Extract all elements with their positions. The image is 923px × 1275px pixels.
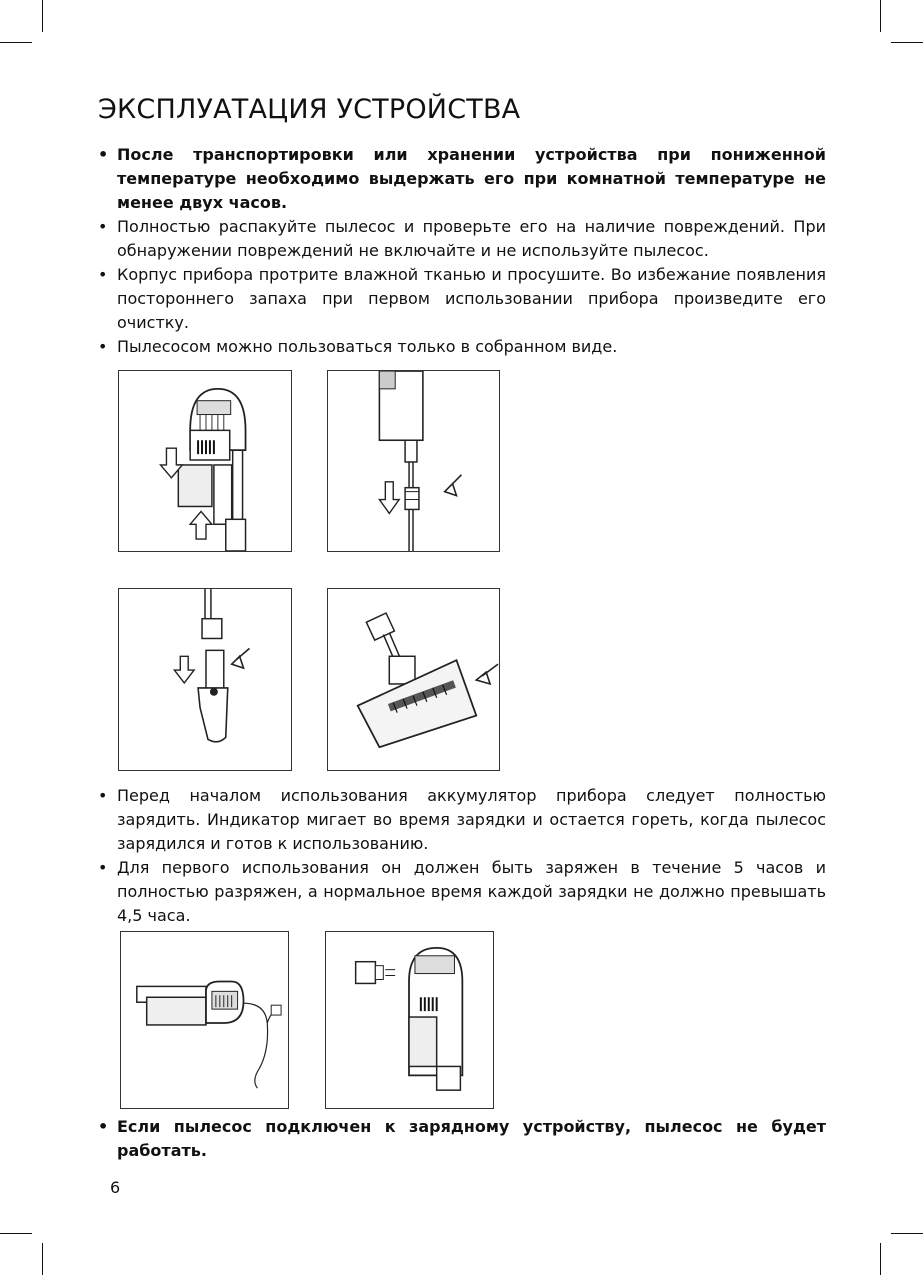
bullet-storage-temperature: • После транспортировки или хранении устройства при пониженной температуре необходимо выдержать его при комнатной температуре не менее двух часов. [98,143,826,215]
figure-nozzle-attach [118,588,292,771]
bullet-charger-warning: • Если пылесос подключен к зарядному устройству, пылесос не будет работать. [98,1115,826,1163]
crop-mark [891,42,923,43]
crop-mark [42,0,43,32]
section2-list [98,784,826,928]
page-title: ЭКСПЛУАТАЦИЯ УСТРОЙСТВА [98,94,521,125]
crop-mark [880,1243,881,1275]
crop-mark [0,1233,32,1234]
bullet-charge-before-use: • Перед началом использования аккумулятор прибора следует полностью зарядить. Индикатор мигает во время зарядки и остается гореть, когда пылесос зарядился и готов к использованию. [98,784,826,856]
crop-mark [42,1243,43,1275]
bullet-assembled: • Пылесосом можно пользоваться только в собранном виде. [98,335,826,359]
crop-mark [891,1233,923,1234]
bullet-unpack: • Полностью распакуйте пылесос и проверьте его на наличие повреждений. При обнаружении повреждений не включайте и не используйте пылесос. [98,215,826,263]
bullet-wipe: • Корпус прибора протрите влажной тканью и просушите. Во избежание появления постороннего запаха при первом использовании прибора произведите его очистку. [98,263,826,335]
charger-plug-illustration [326,932,493,1108]
crop-mark [0,42,32,43]
section1-list [98,143,826,359]
tube-connection-illustration [328,371,499,551]
figure-dust-container-insert [118,370,292,552]
bullet-first-charge: • Для первого использования он должен быть заряжен в течение 5 часов и полностью разряжен, а нормальное время каждой зарядки не должно превышать 4,5 часа. [98,856,826,928]
section3-list [98,1115,826,1163]
figure-floor-brush [327,588,500,771]
figure-charging-handheld [120,931,289,1109]
crop-mark [880,0,881,32]
floor-brush-illustration [328,589,499,770]
vacuum-body-illustration [119,371,291,551]
page-number: 6 [110,1178,121,1197]
figure-tube-connection [327,370,500,552]
nozzle-attach-illustration [119,589,291,770]
charging-handheld-illustration [121,932,288,1108]
figure-charger-plug [325,931,494,1109]
